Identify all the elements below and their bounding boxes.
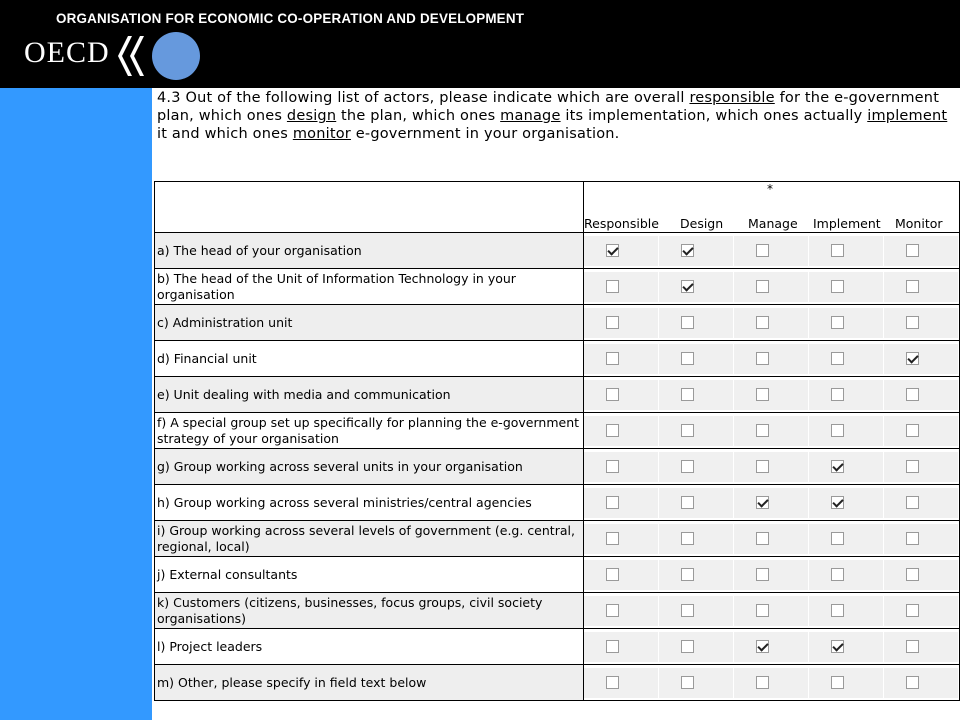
monitor-checkbox[interactable] [906, 280, 919, 293]
checkbox-cell-responsible [584, 236, 658, 266]
design-checkbox[interactable] [681, 244, 694, 257]
checkbox-cell-manage [734, 560, 808, 590]
implement-checkbox[interactable] [831, 496, 844, 509]
implement-checkbox[interactable] [831, 388, 844, 401]
actor-label: a) The head of your organisation [155, 233, 584, 269]
implement-checkbox[interactable] [831, 352, 844, 365]
responsible-checkbox[interactable] [606, 424, 619, 437]
implement-checkbox[interactable] [831, 640, 844, 653]
responsible-checkbox[interactable] [606, 244, 619, 257]
manage-checkbox[interactable] [756, 568, 769, 581]
actor-label: j) External consultants [155, 557, 584, 593]
keyword-responsible: responsible [689, 90, 775, 106]
implement-checkbox[interactable] [831, 676, 844, 689]
design-checkbox[interactable] [681, 424, 694, 437]
checkbox-cell-responsible [584, 416, 658, 446]
responsible-checkbox[interactable] [606, 280, 619, 293]
checkbox-cell-implement [809, 236, 883, 266]
actor-label: b) The head of the Unit of Information Technology in your organisation [155, 269, 584, 305]
manage-checkbox[interactable] [756, 388, 769, 401]
oecd-logo-icon [118, 30, 202, 82]
responsible-checkbox[interactable] [606, 388, 619, 401]
checkbox-cell-manage [734, 632, 808, 662]
manage-checkbox[interactable] [756, 244, 769, 257]
checkbox-cell-implement [809, 488, 883, 518]
monitor-checkbox[interactable] [906, 352, 919, 365]
checkbox-cell-responsible [584, 272, 658, 302]
actor-label: k) Customers (citizens, businesses, focus groups, civil society organisations) [155, 593, 584, 629]
monitor-checkbox[interactable] [906, 604, 919, 617]
checkbox-group [584, 521, 960, 557]
manage-checkbox[interactable] [756, 676, 769, 689]
checkbox-cell-manage [734, 524, 808, 554]
responsible-checkbox[interactable] [606, 460, 619, 473]
table-row [155, 233, 960, 269]
checkbox-cell-implement [809, 596, 883, 626]
checkbox-cell-implement [809, 632, 883, 662]
checkbox-cell-responsible [584, 632, 658, 662]
monitor-checkbox[interactable] [906, 316, 919, 329]
checkbox-group [584, 269, 960, 305]
design-checkbox[interactable] [681, 568, 694, 581]
manage-checkbox[interactable] [756, 640, 769, 653]
checkbox-cell-design [659, 380, 733, 410]
actor-label: g) Group working across several units in your organisation [155, 449, 584, 485]
org-name: ORGANISATION FOR ECONOMIC CO-OPERATION AND DEVELOPMENT [56, 11, 525, 26]
table-row [155, 305, 960, 341]
implement-checkbox[interactable] [831, 316, 844, 329]
responsible-checkbox[interactable] [606, 568, 619, 581]
checkbox-cell-manage [734, 596, 808, 626]
design-checkbox[interactable] [681, 604, 694, 617]
manage-checkbox[interactable] [756, 532, 769, 545]
checkbox-cell-responsible [584, 452, 658, 482]
table-row [155, 665, 960, 701]
column-header-implement: Implement [813, 216, 881, 231]
table-row [155, 341, 960, 377]
column-header-responsible: Responsible [584, 216, 659, 231]
column-header-design: Design [680, 216, 724, 231]
manage-checkbox[interactable] [756, 424, 769, 437]
checkbox-cell-manage [734, 272, 808, 302]
checkbox-cell-design [659, 344, 733, 374]
checkbox-cell-responsible [584, 560, 658, 590]
checkbox-group [584, 629, 960, 665]
design-checkbox[interactable] [681, 316, 694, 329]
checkbox-cell-design [659, 524, 733, 554]
required-star: * [767, 182, 773, 196]
checkbox-cell-monitor [884, 344, 958, 374]
checkbox-cell-implement [809, 308, 883, 338]
table-row [155, 413, 960, 449]
checkbox-cell-responsible [584, 344, 658, 374]
design-checkbox[interactable] [681, 532, 694, 545]
manage-checkbox[interactable] [756, 316, 769, 329]
checkbox-cell-design [659, 236, 733, 266]
monitor-checkbox[interactable] [906, 424, 919, 437]
actor-label: f) A special group set up specifically for planning the e-government strategy of your organisation [155, 413, 584, 449]
checkbox-cell-responsible [584, 488, 658, 518]
checkbox-cell-responsible [584, 308, 658, 338]
responsible-checkbox[interactable] [606, 640, 619, 653]
checkbox-cell-monitor [884, 596, 958, 626]
checkbox-cell-design [659, 596, 733, 626]
implement-checkbox[interactable] [831, 568, 844, 581]
monitor-checkbox[interactable] [906, 388, 919, 401]
checkbox-group [584, 485, 960, 521]
table-header-row [155, 182, 960, 233]
checkbox-cell-monitor [884, 416, 958, 446]
table-row [155, 629, 960, 665]
checkbox-cell-design [659, 416, 733, 446]
implement-checkbox[interactable] [831, 424, 844, 437]
actor-label: i) Group working across several levels of government (e.g. central, regional, local) [155, 521, 584, 557]
checkbox-cell-manage [734, 236, 808, 266]
actor-label: c) Administration unit [155, 305, 584, 341]
monitor-checkbox[interactable] [906, 496, 919, 509]
checkbox-cell-monitor [884, 308, 958, 338]
monitor-checkbox[interactable] [906, 568, 919, 581]
table-row [155, 269, 960, 305]
actor-label: e) Unit dealing with media and communication [155, 377, 584, 413]
keyword-monitor: monitor [292, 126, 351, 142]
responsible-checkbox[interactable] [606, 532, 619, 545]
checkbox-cell-responsible [584, 524, 658, 554]
checkbox-cell-manage [734, 668, 808, 698]
responsible-checkbox[interactable] [606, 316, 619, 329]
actor-label: l) Project leaders [155, 629, 584, 665]
manage-checkbox[interactable] [756, 604, 769, 617]
monitor-checkbox[interactable] [906, 676, 919, 689]
actor-label: d) Financial unit [155, 341, 584, 377]
checkbox-cell-manage [734, 344, 808, 374]
checkbox-cell-monitor [884, 272, 958, 302]
left-accent-bar [0, 88, 152, 720]
monitor-checkbox[interactable] [906, 460, 919, 473]
table-row [155, 377, 960, 413]
checkbox-cell-implement [809, 272, 883, 302]
design-checkbox[interactable] [681, 676, 694, 689]
checkbox-cell-manage [734, 308, 808, 338]
checkbox-cell-implement [809, 344, 883, 374]
checkbox-cell-design [659, 560, 733, 590]
manage-checkbox[interactable] [756, 280, 769, 293]
actor-label: h) Group working across several ministries/central agencies [155, 485, 584, 521]
actor-label: m) Other, please specify in field text below [155, 665, 584, 701]
checkbox-cell-responsible [584, 380, 658, 410]
checkbox-group [584, 593, 960, 629]
checkbox-cell-implement [809, 668, 883, 698]
checkbox-cell-responsible [584, 596, 658, 626]
actors-table [154, 181, 960, 701]
logo-text: OECD [24, 36, 110, 69]
checkbox-cell-implement [809, 452, 883, 482]
checkbox-cell-monitor [884, 236, 958, 266]
design-checkbox[interactable] [681, 640, 694, 653]
checkbox-cell-implement [809, 380, 883, 410]
checkbox-cell-design [659, 632, 733, 662]
header-columns-cell [584, 182, 960, 233]
implement-checkbox[interactable] [831, 280, 844, 293]
responsible-checkbox[interactable] [606, 496, 619, 509]
header-label-cell [155, 182, 584, 233]
checkbox-cell-implement [809, 560, 883, 590]
checkbox-group [584, 557, 960, 593]
table-row [155, 593, 960, 629]
checkbox-cell-responsible [584, 668, 658, 698]
keyword-design: design [286, 108, 337, 124]
column-header-manage: Manage [748, 216, 798, 231]
checkbox-cell-manage [734, 452, 808, 482]
checkbox-cell-monitor [884, 380, 958, 410]
design-checkbox[interactable] [681, 496, 694, 509]
table-row [155, 557, 960, 593]
design-checkbox[interactable] [681, 460, 694, 473]
checkbox-cell-design [659, 308, 733, 338]
question-text: 4.3 Out of the following list of actors, please indicate which are overall responsible for the e-government plan, which ones design the plan, which ones manage its implementation, which ones actually implement it and which ones monitor e-government in your organisation. [157, 90, 948, 142]
implement-checkbox[interactable] [831, 604, 844, 617]
checkbox-cell-design [659, 668, 733, 698]
checkbox-group [584, 377, 960, 413]
checkbox-cell-monitor [884, 632, 958, 662]
checkbox-cell-design [659, 272, 733, 302]
table-row [155, 485, 960, 521]
checkbox-group [584, 341, 960, 377]
checkbox-cell-design [659, 452, 733, 482]
checkbox-cell-implement [809, 524, 883, 554]
checkbox-cell-manage [734, 380, 808, 410]
checkbox-group [584, 665, 960, 701]
manage-checkbox[interactable] [756, 496, 769, 509]
checkbox-cell-manage [734, 416, 808, 446]
monitor-checkbox[interactable] [906, 244, 919, 257]
implement-checkbox[interactable] [831, 532, 844, 545]
design-checkbox[interactable] [681, 388, 694, 401]
responsible-checkbox[interactable] [606, 352, 619, 365]
checkbox-cell-design [659, 488, 733, 518]
checkbox-cell-monitor [884, 560, 958, 590]
responsible-checkbox[interactable] [606, 676, 619, 689]
column-header-monitor: Monitor [895, 216, 943, 231]
checkbox-cell-monitor [884, 488, 958, 518]
checkbox-cell-monitor [884, 668, 958, 698]
manage-checkbox[interactable] [756, 352, 769, 365]
checkbox-cell-monitor [884, 524, 958, 554]
table-row [155, 449, 960, 485]
checkbox-group [584, 305, 960, 341]
monitor-checkbox[interactable] [906, 532, 919, 545]
monitor-checkbox[interactable] [906, 640, 919, 653]
checkbox-cell-manage [734, 488, 808, 518]
checkbox-cell-implement [809, 416, 883, 446]
manage-checkbox[interactable] [756, 460, 769, 473]
responsible-checkbox[interactable] [606, 604, 619, 617]
checkbox-group [584, 233, 960, 269]
header-bar [0, 0, 960, 88]
design-checkbox[interactable] [681, 352, 694, 365]
implement-checkbox[interactable] [831, 244, 844, 257]
checkbox-cell-monitor [884, 452, 958, 482]
checkbox-group [584, 449, 960, 485]
design-checkbox[interactable] [681, 280, 694, 293]
keyword-manage: manage [500, 108, 561, 124]
keyword-implement: implement [867, 108, 948, 124]
checkbox-group [584, 413, 960, 449]
table-row [155, 521, 960, 557]
implement-checkbox[interactable] [831, 460, 844, 473]
